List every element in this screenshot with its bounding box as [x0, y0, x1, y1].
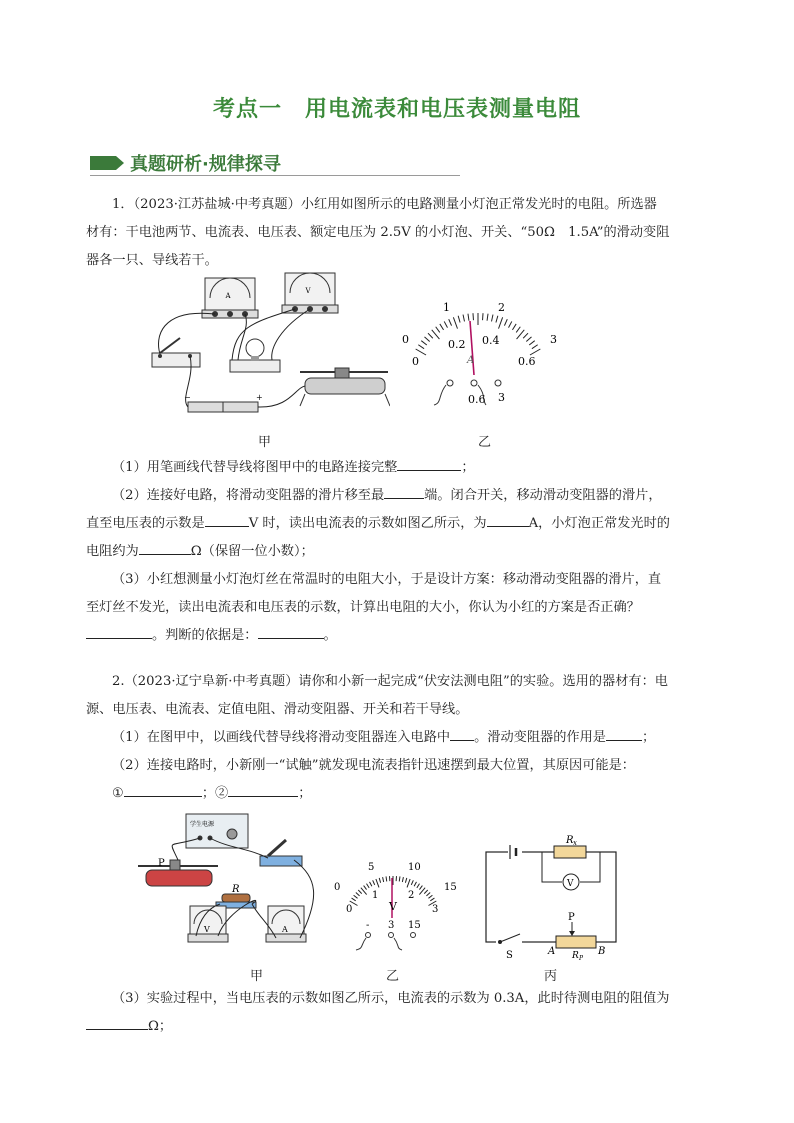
q1-blank-5[interactable] [139, 540, 191, 555]
dial-tick [402, 877, 403, 882]
q2-stem [86, 668, 710, 808]
v-scale-0: 0 [334, 882, 341, 893]
q2-caption-bing: 丙 [544, 969, 558, 984]
dial-tick [370, 882, 372, 886]
scale-top-2: 2 [498, 301, 505, 314]
q2-caption-yi: 乙 [386, 969, 400, 984]
v-scale-10: 10 [408, 862, 421, 873]
dial-tick [468, 314, 469, 321]
q2-sub3-a: （3）实验过程中，当电压表的示数如图乙所示，电流表的示数为 0.3A，此时待测电阻的阻值为 [112, 991, 670, 1006]
q1-sub3-end: 。 [323, 628, 337, 643]
q1-sub2-a: （2）连接好电路，将滑动变阻器的滑片移至最 [112, 488, 385, 503]
rheostat-icon [300, 368, 390, 406]
dial-tick [421, 341, 427, 345]
dial-tick [444, 321, 447, 327]
section-arrow [116, 156, 124, 170]
rp-label: R [572, 951, 579, 960]
dial-tick [399, 876, 400, 881]
rp-P: P [568, 912, 575, 923]
dial-tick [487, 314, 488, 321]
resistor-icon [216, 884, 256, 908]
term-06: 0.6 [468, 393, 486, 406]
dial-tick [405, 878, 406, 883]
section-title: 真题研析·规律探寻 [130, 154, 281, 175]
q1-sub2-d: V 时，读出电流表的示数如图乙所示，为 [248, 516, 487, 531]
q2-mark2: ；② [201, 786, 229, 801]
dial-tick [354, 895, 358, 898]
rx-label: R [566, 835, 574, 846]
q2-stem-line1: 2.（2023·辽宁阜新·中考真题）请你和小新一起完成“伏安法测电阻”的实验。选用的器材有：电 [112, 674, 668, 689]
section-header [90, 150, 460, 176]
dial-tick [418, 345, 424, 349]
q1-sub3-c: 。判断的依据是： [152, 628, 258, 643]
dial-tick [529, 341, 535, 345]
dial-tick [411, 880, 413, 885]
battery-icon [184, 393, 263, 412]
q1-sub1-text: （1）用笔画线代替导线将图甲中的电路连接完整 [112, 460, 398, 475]
bulb-icon [230, 339, 280, 372]
q1-sub2-b: 端。闭合开关，移动滑动变阻器的滑片， [424, 488, 662, 503]
q1-blank-6[interactable] [86, 624, 152, 639]
v-scale-b2: 2 [408, 890, 415, 901]
svg-text:−: − [184, 393, 191, 402]
scale-bottom-02: 0.2 [448, 338, 466, 351]
q1-sub2-g: Ω（保留一位小数）； [190, 544, 314, 559]
dial-tick [407, 879, 410, 887]
q2-blank-5[interactable] [86, 1015, 148, 1030]
q2-stem-line2: 源、电压表、电流表、定值电阻、滑动变阻器、开关和若干导线。 [86, 702, 469, 717]
q2-sub1-b: 。滑动变阻器的作用是 [474, 730, 606, 745]
dial-tick [358, 890, 361, 894]
q1-stem-line2: 材有：干电池两节、电流表、电压表、额定电压为 2.5V 的小灯泡、开关、“50Ω 1.5A”的滑动变阻 [86, 225, 670, 240]
scale-top-3: 3 [550, 333, 557, 346]
dial-tick [504, 319, 507, 325]
q1-sub2-c: 直至电压表的示数是 [86, 516, 205, 531]
q1-sub1-end: ； [461, 460, 475, 475]
q2-caption-jia: 甲 [250, 969, 264, 984]
dial-tick [523, 333, 528, 338]
meter-unit: A [467, 355, 475, 366]
rheostat-P: P [158, 858, 165, 869]
q2-sub1-a: （1）在图甲中，以画线代替导线将滑动变阻器连入电路中 [112, 730, 451, 745]
dial-tick [379, 878, 380, 883]
dial-tick [426, 893, 430, 896]
dial-tick [383, 877, 384, 882]
v-scale-b0: 0 [346, 904, 353, 915]
v-scale-b1: 1 [372, 890, 379, 901]
q1-sub2-e: A，小灯泡正常发光时的 [528, 516, 670, 531]
dial-tick [386, 876, 387, 881]
dial-tick [440, 324, 444, 330]
page-title: 考点一 用电流表和电压表测量电阻 [212, 97, 581, 122]
vterm-neg: - [366, 920, 370, 931]
dial-tick [458, 316, 460, 323]
q1-sub3-a: （3）小红想测量小灯泡灯丝在常温时的电阻大小，于是设计方案：移动滑动变阻器的滑片，直 [112, 572, 662, 587]
dial-tick [373, 880, 375, 885]
q1-stem [86, 191, 710, 275]
dial-tick [424, 890, 427, 894]
ammeter-label: A [225, 292, 231, 300]
rx-resistor [554, 846, 586, 858]
dial-tick [436, 327, 440, 333]
q2-mark1: ① [112, 786, 124, 801]
scale-bottom-06: 0.6 [518, 355, 536, 368]
voltmeter-icon [282, 273, 338, 313]
v-scale-b3: 3 [432, 904, 439, 915]
dial-tick [492, 315, 493, 322]
meter-scale-arc [416, 313, 541, 355]
q1-caption-yi: 乙 [478, 435, 492, 450]
q2-ammeter-label: A [282, 925, 288, 934]
power-label: 学生电源 [190, 821, 215, 828]
vterm-3: 3 [388, 920, 395, 931]
dial-tick [516, 327, 520, 333]
dial-tick [419, 886, 422, 890]
q2-figure-bing [476, 830, 636, 960]
q2-blank-1[interactable] [450, 726, 474, 741]
q2-blank-3[interactable] [124, 782, 202, 797]
dial-tick [352, 898, 356, 901]
dial-tick [356, 893, 360, 896]
svg-text:+: + [256, 393, 263, 402]
dial-tick [453, 317, 457, 328]
ammeter-icon [266, 906, 306, 942]
power-supply-icon [186, 814, 248, 848]
dial-tick [417, 884, 420, 888]
dial-tick [449, 319, 452, 325]
q2-sub3 [86, 985, 710, 1041]
section-marker [90, 156, 116, 170]
q1-stem-line3: 器各一只、导线若干。 [86, 253, 218, 268]
q1-sub1 [86, 454, 710, 650]
q2-sub1-end: ； [641, 730, 656, 745]
dial-tick [376, 879, 379, 887]
rp-B: B [598, 946, 606, 957]
q2-sub3-b: Ω； [148, 1019, 173, 1034]
voltmeter-label: V [305, 287, 311, 295]
q2-blank-2[interactable] [606, 726, 642, 741]
rx-sub: x [573, 839, 577, 847]
q1-stem-line1: 1．（2023·江苏盐城·中考真题）小红用如图所示的电路测量小灯泡正常发光时的电阻。所选器 [112, 197, 657, 212]
switch-icon [260, 840, 302, 866]
dial-tick [512, 324, 516, 330]
q1-caption-jia: 甲 [258, 435, 272, 450]
ammeter-icon [202, 278, 258, 318]
q2-figure-yi [328, 858, 458, 958]
q2-figure-jia [128, 808, 328, 953]
q1-blank-2[interactable] [384, 484, 424, 499]
dial-tick [496, 316, 498, 323]
dial-tick [509, 321, 512, 327]
circuit-v: V [567, 879, 574, 889]
rp-rheostat [556, 936, 596, 948]
q1-blank-7[interactable] [258, 624, 324, 639]
q2-mark-end: ； [298, 786, 312, 801]
switch-S: S [506, 950, 513, 960]
vterm-15: 15 [408, 920, 421, 931]
rp-A: A [548, 946, 556, 957]
dial-tick [430, 898, 434, 901]
q1-figure-yi [390, 295, 575, 410]
q2-blank-4[interactable] [228, 782, 298, 797]
meter-needle [470, 321, 474, 375]
dial-tick [532, 345, 538, 349]
q1-blank-1[interactable] [397, 456, 461, 471]
v-scale-5: 5 [368, 862, 375, 873]
scale-bottom-0: 0 [412, 355, 419, 368]
dial-tick [428, 895, 432, 898]
q1-blank-3[interactable] [205, 512, 249, 527]
dial-tick [463, 315, 464, 322]
term-3: 3 [498, 391, 505, 404]
scale-top-0: 0 [402, 333, 409, 346]
scale-top-1: 1 [443, 301, 450, 314]
v-unit: V [389, 900, 397, 913]
dial-tick [364, 886, 367, 890]
resistor-R: R [232, 884, 240, 895]
q2-sub2: （2）连接电路时，小新刚一“试触”就发现电流表指针迅速摆到最大位置，其原因可能是： [112, 758, 635, 773]
rheostat-icon [138, 858, 218, 886]
dial-tick [428, 333, 433, 338]
dial-tick [499, 317, 503, 328]
q1-blank-4[interactable] [487, 512, 529, 527]
v-scale-15: 15 [444, 882, 457, 893]
scale-bottom-04: 0.4 [482, 334, 500, 347]
dial-tick [367, 884, 370, 888]
dial-tick [526, 337, 531, 342]
rp-sub: P [579, 955, 584, 960]
dial-tick [414, 882, 416, 886]
q1-sub2-f: 电阻约为 [86, 544, 139, 559]
section-underline [90, 175, 460, 176]
q1-figure-jia [140, 268, 390, 428]
q1-sub3-b: 至灯丝不发光，读出电流表和电压表的示数，计算出电阻的大小，你认为小红的方案是否正确？ [86, 600, 640, 615]
dial-tick [424, 337, 429, 342]
q2-voltmeter-label: V [204, 925, 210, 934]
